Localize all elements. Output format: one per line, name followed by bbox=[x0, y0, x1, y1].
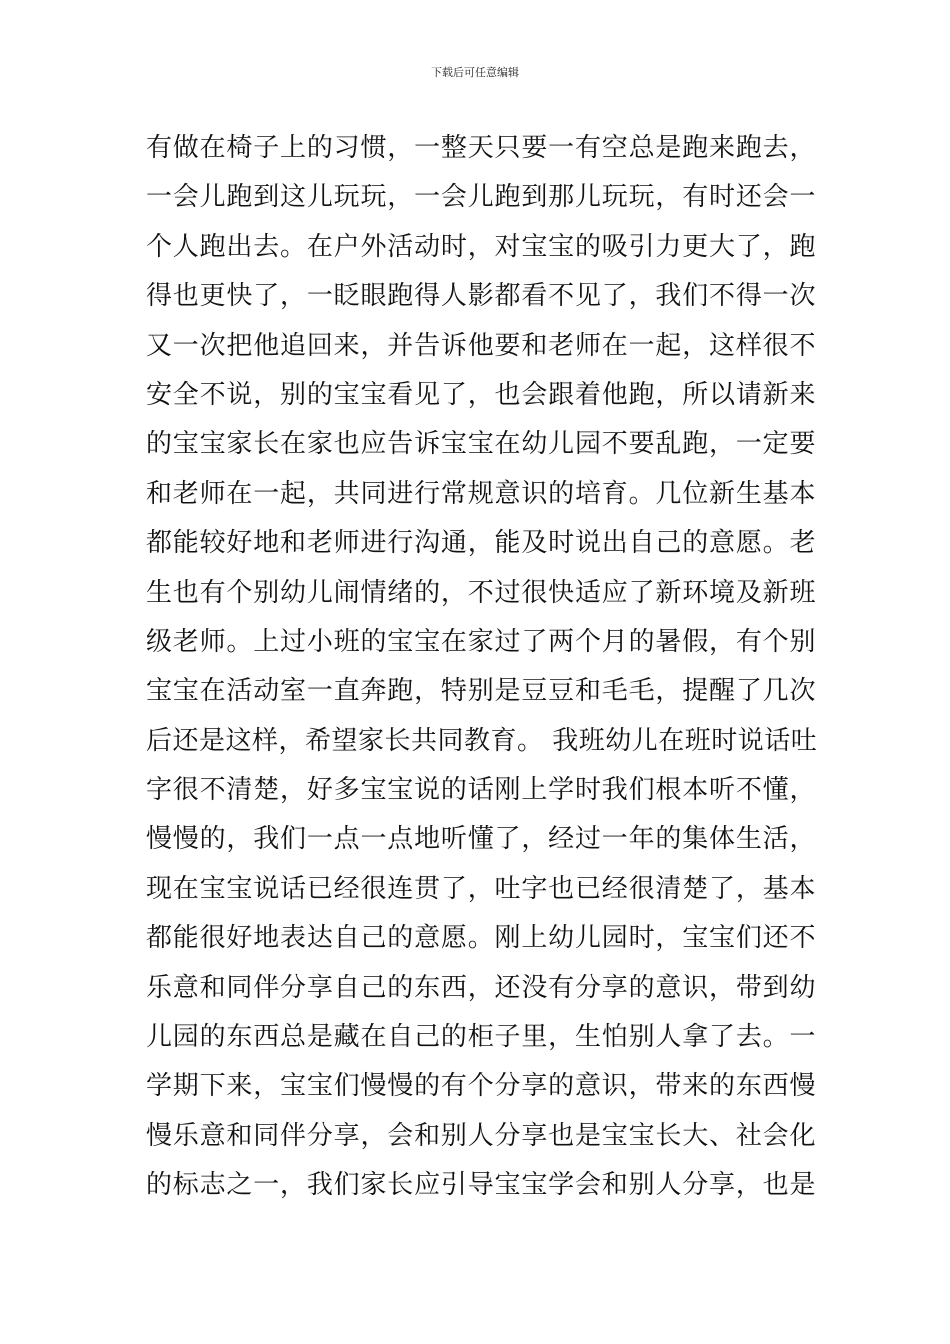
text-line: 慢慢的，我们一点一点地听懂了，经过一年的集体生活， bbox=[146, 824, 816, 855]
page-header: 下载后可任意编辑 bbox=[431, 66, 519, 79]
text-line: 的宝宝家长在家也应告诉宝宝在幼儿园不要乱跑，一定要 bbox=[146, 429, 816, 460]
text-line: 和老师在一起，共同进行常规意识的培育。几位新生基本 bbox=[146, 478, 816, 509]
text-line: 安全不说，别的宝宝看见了，也会跟着他跑，所以请新来 bbox=[146, 379, 816, 410]
text-line: 宝宝在活动室一直奔跑，特别是豆豆和毛毛，提醒了几次 bbox=[146, 676, 816, 707]
text-line: 学期下来，宝宝们慢慢的有个分享的意识，带来的东西慢 bbox=[146, 1071, 816, 1102]
text-line: 都能较好地和老师进行沟通，能及时说出自己的意愿。老 bbox=[146, 528, 816, 559]
body-text bbox=[146, 124, 816, 1211]
text-line: 级老师。上过小班的宝宝在家过了两个月的暑假，有个别 bbox=[146, 626, 816, 657]
text-line: 现在宝宝说话已经很连贯了，吐字也已经很清楚了，基本 bbox=[146, 873, 816, 904]
text-line: 生也有个别幼儿闹情绪的，不过很快适应了新环境及新班 bbox=[146, 577, 816, 608]
text-line: 儿园的东西总是藏在自己的柜子里，生怕别人拿了去。一 bbox=[146, 1022, 816, 1053]
text-line: 有做在椅子上的习惯，一整天只要一有空总是跑来跑去， bbox=[146, 133, 816, 163]
text-line: 又一次把他追回来，并告诉他要和老师在一起，这样很不 bbox=[146, 330, 816, 361]
text-line: 一会儿跑到这儿玩玩，一会儿跑到那儿玩玩，有时还会一 bbox=[146, 182, 816, 213]
text-line: 的标志之一，我们家长应引导宝宝学会和别人分享，也是 bbox=[146, 1170, 816, 1201]
text-line: 得也更快了，一眨眼跑得人影都看不见了，我们不得一次 bbox=[146, 281, 816, 312]
text-line: 后还是这样，希望家长共同教育。 我班幼儿在班时说话吐 bbox=[146, 725, 818, 756]
text-line: 慢乐意和同伴分享，会和别人分享也是宝宝长大、社会化 bbox=[146, 1120, 816, 1151]
text-line: 都能很好地表达自己的意愿。刚上幼儿园时，宝宝们还不 bbox=[146, 923, 816, 954]
text-line: 乐意和同伴分享自己的东西，还没有分享的意识，带到幼 bbox=[146, 972, 816, 1003]
text-line: 个人跑出去。在户外活动时，对宝宝的吸引力更大了，跑 bbox=[146, 231, 816, 262]
text-line: 字很不清楚，好多宝宝说的话刚上学时我们根本听不懂， bbox=[146, 775, 816, 806]
